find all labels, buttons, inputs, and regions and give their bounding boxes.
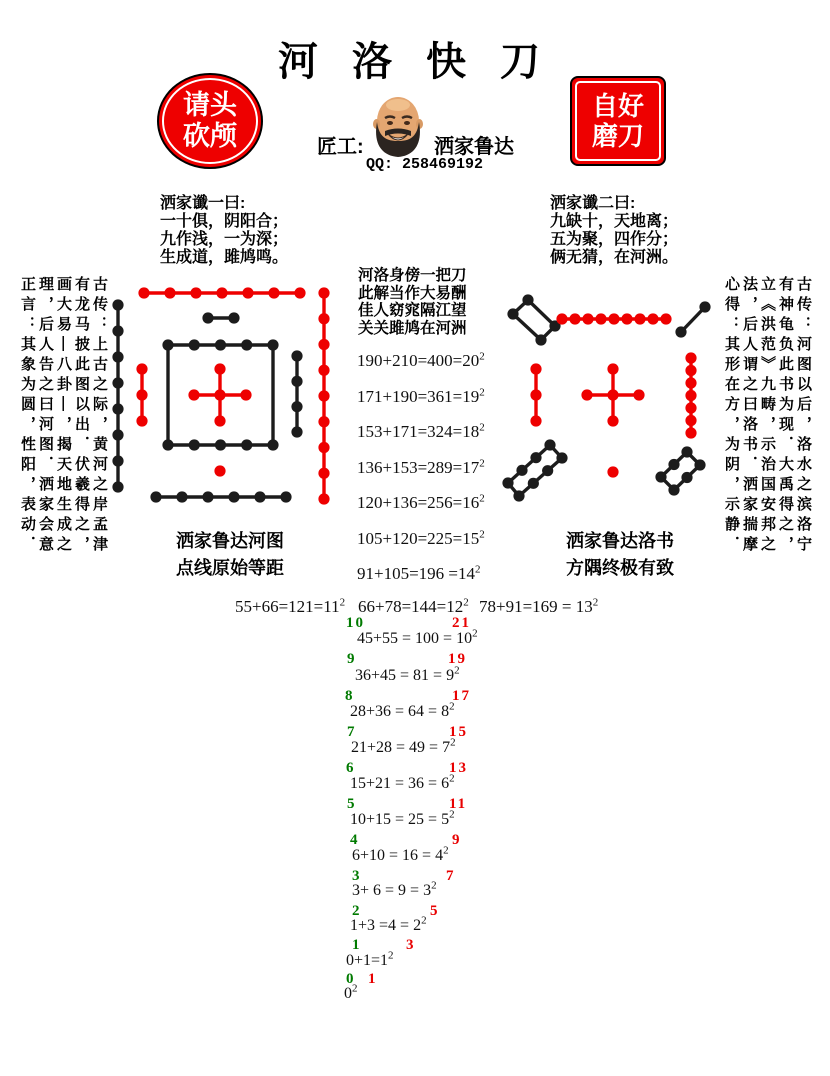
diagram-dot <box>150 491 161 502</box>
equation-text: 105+120=225=15 <box>357 529 480 548</box>
verse-line: 五为聚，四作分； <box>550 231 679 248</box>
diagram-dot <box>112 429 123 440</box>
diagram-dot <box>633 389 644 400</box>
red-counter: 13 <box>449 760 468 776</box>
caption-line: 洒家鲁达洛书 <box>566 531 674 551</box>
diagram-dot <box>607 389 618 400</box>
page-title: 河 洛 快 刀 <box>278 39 552 84</box>
diagram-dot <box>112 299 123 310</box>
poem-line: 佳人窈窕隔江望 <box>358 302 467 319</box>
diagram-dot <box>530 363 541 374</box>
diagram-dot <box>291 376 302 387</box>
diagram-dot <box>607 415 618 426</box>
verse-line: 一十俱，阴阳合； <box>160 213 289 230</box>
diagram-dot <box>318 493 329 504</box>
diagram-dot <box>291 401 302 412</box>
equation-text: 3+ 6 = 9 = 3 <box>352 882 432 899</box>
diagram-dot <box>240 389 251 400</box>
diagram-dot <box>660 313 671 324</box>
equation-exponent: 2 <box>479 457 485 470</box>
diagram-dot <box>608 313 619 324</box>
red-counter: 3 <box>406 937 416 953</box>
equation-exponent: 2 <box>450 736 456 749</box>
diagram-dot <box>621 313 632 324</box>
equation-exponent: 2 <box>472 627 478 640</box>
equation-exponent: 2 <box>421 914 427 927</box>
diagram-dot <box>136 389 147 400</box>
equation <box>357 351 485 371</box>
equation-exponent: 2 <box>449 808 455 821</box>
diagram-dot <box>214 415 225 426</box>
green-counter: 7 <box>347 724 357 740</box>
equation-exponent: 2 <box>454 664 460 677</box>
diagram-dot <box>607 363 618 374</box>
diagram-dot <box>318 416 329 427</box>
diagram-dot <box>214 465 225 476</box>
prophecy-verse-2 <box>550 195 678 267</box>
seal-text-line: 砍颅 <box>183 121 237 151</box>
equation <box>358 597 469 617</box>
equation-text: 28+36 = 64 = 8 <box>350 703 450 720</box>
diagram-dot <box>176 491 187 502</box>
diagram-dot <box>136 363 147 374</box>
diagram-dot <box>582 313 593 324</box>
diagram-dot <box>190 287 201 298</box>
diagram-dot <box>685 352 696 363</box>
equation-exponent: 2 <box>479 528 485 541</box>
diagram-dot <box>530 389 541 400</box>
equation-text: 10+15 = 25 = 5 <box>350 811 450 828</box>
diagram-dot <box>254 491 265 502</box>
diagram-dot <box>685 415 696 426</box>
equation-exponent: 2 <box>479 492 485 505</box>
red-counter: 21 <box>452 615 471 631</box>
red-counter: 17 <box>452 688 471 704</box>
equation-text: 21+28 = 49 = 7 <box>351 739 451 756</box>
diagram-dot <box>189 339 200 350</box>
equation-text: 171+190=361=19 <box>357 387 480 406</box>
diagram-dot <box>318 442 329 453</box>
red-counter: 9 <box>452 832 462 848</box>
equation-exponent: 2 <box>339 596 346 609</box>
diagram-dot <box>112 403 123 414</box>
diagram-dot <box>228 491 239 502</box>
diagram-dot <box>681 472 692 483</box>
diagram-dot <box>318 313 329 324</box>
diagram-dot <box>318 339 329 350</box>
craftsman-label: 匠工: <box>317 136 364 158</box>
diagram-dot <box>569 313 580 324</box>
equation <box>350 772 455 793</box>
diagram-dot <box>189 439 200 450</box>
diagram-dot <box>291 350 302 361</box>
equation-exponent: 2 <box>475 563 481 576</box>
diagram-dot <box>699 301 710 312</box>
equation-exponent: 2 <box>431 879 437 892</box>
green-counter: 1 <box>352 937 362 953</box>
equation-text: 15+21 = 36 = 6 <box>350 775 450 792</box>
diagram-dot <box>685 427 696 438</box>
diagram-dot <box>214 363 225 374</box>
diagram-dot <box>507 308 518 319</box>
equation-text: 0+1=1 <box>346 952 389 969</box>
equation-text: 66+78=144=12 <box>358 597 464 616</box>
equation <box>357 387 485 407</box>
equation-exponent: 2 <box>592 596 599 609</box>
diagram-dot <box>228 312 239 323</box>
diagram-dot <box>530 415 541 426</box>
diagram-dot <box>685 390 696 401</box>
green-counter: 5 <box>347 796 357 812</box>
diagram-dot <box>294 287 305 298</box>
red-counter: 19 <box>448 651 467 667</box>
equation <box>352 844 449 865</box>
equation <box>357 422 485 442</box>
diagram-dot <box>268 287 279 298</box>
diagram-dot <box>242 287 253 298</box>
equation-exponent: 2 <box>449 772 455 785</box>
diagram-dot <box>202 312 213 323</box>
diagram-dot <box>516 465 527 476</box>
diagram-dot <box>112 481 123 492</box>
diagram-dot <box>188 389 199 400</box>
seal-text-line: 请头 <box>183 90 237 120</box>
equation <box>357 627 478 648</box>
diagram-dot <box>318 365 329 376</box>
diagram-dot <box>136 415 147 426</box>
equation-exponent: 2 <box>443 844 449 857</box>
equation <box>235 597 345 617</box>
diagram-dot <box>241 339 252 350</box>
diagram-dot <box>138 287 149 298</box>
equation-text: 91+105=196 =14 <box>357 564 476 583</box>
equation <box>350 700 455 721</box>
diagram-dot <box>112 377 123 388</box>
equation <box>357 564 481 584</box>
diagram-dot <box>214 389 225 400</box>
equation <box>344 982 358 1003</box>
prophecy-verse-1 <box>160 195 288 267</box>
diagram-dot <box>318 390 329 401</box>
equation <box>350 914 427 935</box>
diagram-dot <box>675 326 686 337</box>
diagram-dot <box>634 313 645 324</box>
red-counter: 7 <box>446 868 456 884</box>
green-counter: 9 <box>347 651 357 667</box>
hetu-legend-vertical-text: 古传：上古之际，黄河之岸孟津有龙马披此图以出．伏羲得之，画大易—八卦—，揭天地生成之理，后人告之曰河图．洒家会意正言：其象为圆，性阳，表动． <box>19 276 108 556</box>
diagram-line <box>687 452 700 465</box>
diagram-dot <box>685 402 696 413</box>
diagram-line <box>508 483 519 496</box>
diagram-dot <box>535 334 546 345</box>
caption-line: 点线原始等距 <box>176 558 284 578</box>
poem <box>358 267 467 337</box>
verse-line: 九缺十，天地离； <box>550 213 679 230</box>
diagram-dot <box>215 339 226 350</box>
diagram-line <box>661 477 674 490</box>
monk-avatar <box>366 92 430 158</box>
diagram-dot <box>581 389 592 400</box>
diagram-outline <box>513 300 555 340</box>
diagram-dot <box>164 287 175 298</box>
diagram-dot <box>216 287 227 298</box>
green-counter: 8 <box>345 688 355 704</box>
diagram-dot <box>528 478 539 489</box>
equation-text: 120+136=256=16 <box>357 493 480 512</box>
diagram-dot <box>215 439 226 450</box>
red-counter: 11 <box>449 796 468 812</box>
equation <box>351 736 456 757</box>
diagram-dot <box>280 491 291 502</box>
red-counter: 1 <box>368 971 378 987</box>
seal-text-line: 磨刀 <box>591 121 644 151</box>
red-counter: 5 <box>430 903 440 919</box>
diagram-dot <box>685 377 696 388</box>
green-counter: 6 <box>346 760 356 776</box>
equation-exponent: 2 <box>479 350 485 363</box>
diagram-dot <box>595 313 606 324</box>
green-counter: 10 <box>346 615 365 631</box>
equation-text: 0 <box>344 985 352 1002</box>
diagram-dot <box>530 452 541 463</box>
diagram-dot <box>647 313 658 324</box>
diagram-line <box>550 445 562 458</box>
craftsman-name: 洒家鲁达 <box>434 136 514 158</box>
equation-exponent: 2 <box>479 421 485 434</box>
diagram-line <box>508 445 550 483</box>
equation <box>346 949 394 970</box>
diagram-line <box>519 458 562 496</box>
diagram-dot <box>607 466 618 477</box>
green-counter: 4 <box>350 832 360 848</box>
seal-text-line: 自好 <box>591 91 644 121</box>
equation-text: 6+10 = 16 = 4 <box>352 847 444 864</box>
poem-line: 关关雎鸠在河洲 <box>358 319 467 337</box>
equation <box>350 808 455 829</box>
equation-exponent: 2 <box>463 596 469 609</box>
equation <box>357 458 485 478</box>
diagram-dot <box>542 465 553 476</box>
diagram-dot <box>318 287 329 298</box>
equation-text: 153+171=324=18 <box>357 422 480 441</box>
verse-title: 洒家谶二曰: <box>550 195 636 212</box>
equation-exponent: 2 <box>479 386 485 399</box>
diagram-dot <box>318 468 329 479</box>
equation <box>355 664 460 685</box>
equation-text: 136+153=289=17 <box>357 458 480 477</box>
caption-line: 洒家鲁达河图 <box>176 531 284 551</box>
qq-number: QQ: 258469192 <box>366 156 484 173</box>
equation-exponent: 2 <box>449 700 455 713</box>
luoshu-legend-vertical-text: 古传：河图以后，洛水之滨洛宁有神龟负此书为现．大禹得之，立《洪范》九畴，示治国安邦之法，后人谓之曰洛书．洒家揣摩心得：其形在方，为阴，示静． <box>723 276 812 556</box>
right-seal-stamp <box>570 76 666 166</box>
poem-line: 此解当作大易酬 <box>358 284 467 302</box>
equation <box>357 493 485 513</box>
diagram-dot <box>522 294 533 305</box>
diagram-dot <box>112 351 123 362</box>
equation-text: 55+66=121=11 <box>235 597 340 616</box>
poem-line: 河洛身傍一把刀 <box>358 267 467 284</box>
verse-title: 洒家谶一曰: <box>160 195 246 212</box>
left-seal-stamp <box>157 73 263 169</box>
equation <box>352 879 437 900</box>
luoshu-caption <box>530 528 710 582</box>
hetu-caption <box>140 528 320 582</box>
equation <box>479 597 598 617</box>
equation-text: 78+91=169 = 13 <box>479 597 593 616</box>
equation-text: 190+210=400=20 <box>357 351 480 370</box>
diagram-dot <box>668 459 679 470</box>
equation <box>357 529 485 549</box>
diagram-dot <box>556 313 567 324</box>
verse-line: 俩无猜，在河洲。 <box>550 249 679 266</box>
equation-exponent: 2 <box>388 949 394 962</box>
equation-exponent: 2 <box>352 982 358 995</box>
diagram-dot <box>112 325 123 336</box>
diagram-dot <box>291 426 302 437</box>
luoshu-dot-diagram <box>485 280 725 520</box>
green-counter: 2 <box>352 903 362 919</box>
diagram-dot <box>202 491 213 502</box>
green-counter: 0 <box>346 971 356 987</box>
verse-line: 生成道，雎鸠鸣。 <box>160 249 289 266</box>
diagram-dot <box>112 455 123 466</box>
red-counter: 15 <box>449 724 468 740</box>
diagram-dot <box>685 365 696 376</box>
equation-text: 45+55 = 100 = 10 <box>357 630 473 647</box>
green-counter: 3 <box>352 868 362 884</box>
verse-line: 九作浅，一为深； <box>160 231 289 248</box>
hetu-dot-diagram <box>105 280 345 520</box>
equation-text: 36+45 = 81 = 9 <box>355 667 455 684</box>
caption-line: 方隅终极有致 <box>566 558 674 578</box>
diagram-dot <box>241 439 252 450</box>
equation-text: 1+3 =4 = 2 <box>350 917 422 934</box>
